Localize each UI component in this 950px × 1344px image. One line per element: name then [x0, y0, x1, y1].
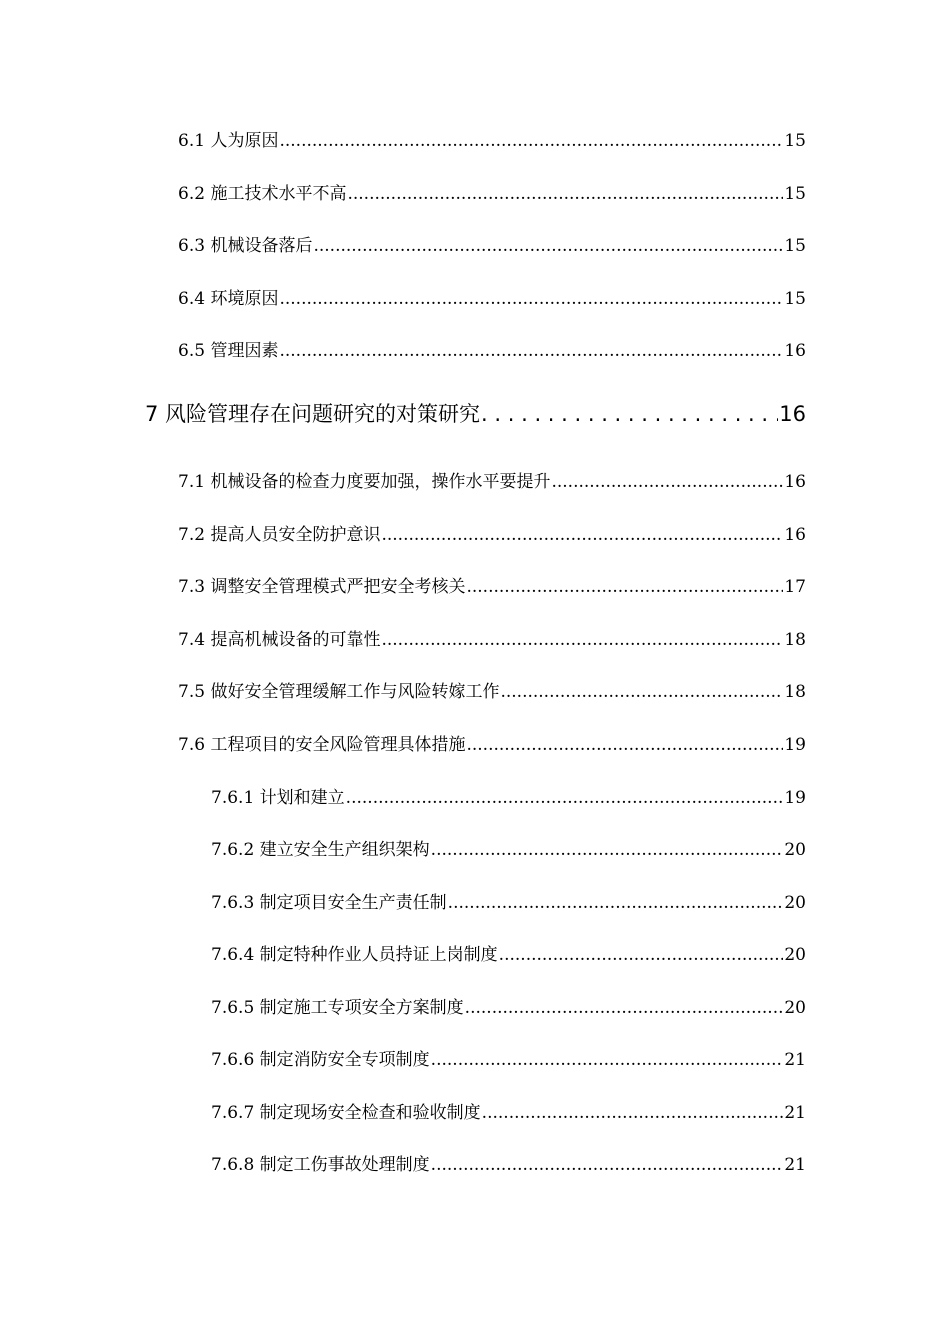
toc-entry-title: 7.3 调整安全管理模式严把安全考核关	[178, 577, 466, 597]
dot-leader	[381, 630, 783, 650]
toc-entry-title: 6.4 环境原因	[178, 289, 279, 309]
toc-entry[interactable]	[178, 126, 806, 151]
dot-leader	[499, 945, 784, 965]
dot-leader	[448, 893, 784, 913]
toc-subentry[interactable]	[211, 835, 806, 860]
toc-entry-page: 16	[779, 402, 806, 426]
toc-entry-page: 20	[784, 893, 806, 913]
toc-entry-title: 7.1 机械设备的检查力度要加强，操作水平要提升	[178, 472, 551, 492]
toc-entry-title: 6.1 人为原因	[178, 131, 279, 151]
toc-subentry[interactable]	[211, 888, 806, 913]
dot-leader	[381, 525, 783, 545]
toc-entry-title: 7 风险管理存在问题研究的对策研究	[145, 402, 481, 426]
toc-entry-page: 15	[784, 131, 806, 151]
toc-entry-title: 7.6.6 制定消防安全专项制度	[211, 1050, 430, 1070]
toc-entry[interactable]	[178, 677, 806, 702]
toc-entry-page: 20	[784, 998, 806, 1018]
toc-entry-page: 15	[784, 289, 806, 309]
toc-entry[interactable]	[178, 284, 806, 309]
toc-entry[interactable]	[178, 572, 806, 597]
toc-entry-page: 21	[784, 1103, 806, 1123]
toc-subentry[interactable]	[211, 783, 806, 808]
dot-leader	[313, 236, 783, 256]
toc-subentry[interactable]	[211, 993, 806, 1018]
toc-entry-page: 19	[784, 788, 806, 808]
toc-entry-page: 21	[784, 1050, 806, 1070]
toc-entry-page: 19	[784, 735, 806, 755]
toc-entry[interactable]	[178, 730, 806, 755]
toc-entry[interactable]	[178, 520, 806, 545]
toc-entry-title: 7.6.8 制定工伤事故处理制度	[211, 1155, 430, 1175]
toc-entry-page: 20	[784, 945, 806, 965]
toc-entry-title: 7.6.4 制定特种作业人员持证上岗制度	[211, 945, 498, 965]
toc-entry-page: 16	[784, 525, 806, 545]
toc-entry-title: 7.4 提高机械设备的可靠性	[178, 630, 381, 650]
toc-entry-title: 7.5 做好安全管理缓解工作与风险转嫁工作	[178, 682, 500, 702]
toc-entry-page: 16	[784, 472, 806, 492]
toc-entry[interactable]	[178, 179, 806, 204]
toc-entry-page: 18	[784, 630, 806, 650]
toc-entry-title: 7.6.7 制定现场安全检查和验收制度	[211, 1103, 481, 1123]
toc-entry-page: 17	[784, 577, 806, 597]
toc-entry[interactable]	[178, 336, 806, 361]
toc-entry-title: 7.2 提高人员安全防护意识	[178, 525, 381, 545]
dot-leader	[279, 341, 783, 361]
dot-leader	[431, 1155, 784, 1175]
dot-leader	[500, 682, 783, 702]
toc-subentry[interactable]	[211, 940, 806, 965]
toc-entry-title: 6.5 管理因素	[178, 341, 279, 361]
toc-entry-page: 15	[784, 236, 806, 256]
dot-leader	[482, 1103, 784, 1123]
toc-entry-title: 7.6.2 建立安全生产组织架构	[211, 840, 430, 860]
toc-entry-page: 18	[784, 682, 806, 702]
toc-entry-page: 20	[784, 840, 806, 860]
dot-leader	[346, 788, 784, 808]
toc-entry-title: 7.6.5 制定施工专项安全方案制度	[211, 998, 464, 1018]
dot-leader	[466, 735, 783, 755]
toc-entry[interactable]	[178, 625, 806, 650]
dot-leader	[347, 184, 783, 204]
dot-leader	[465, 998, 784, 1018]
toc-subentry[interactable]	[211, 1098, 806, 1123]
toc-entry-title: 6.2 施工技术水平不高	[178, 184, 347, 204]
toc-subentry[interactable]	[211, 1045, 806, 1070]
toc-entry-title: 6.3 机械设备落后	[178, 236, 313, 256]
toc-entry[interactable]	[178, 467, 806, 492]
dot-leader	[279, 131, 783, 151]
toc-entry-title: 7.6.1 计划和建立	[211, 788, 345, 808]
dot-leader	[431, 840, 784, 860]
dot-leader	[481, 402, 778, 426]
toc-entry-page: 21	[784, 1155, 806, 1175]
dot-leader	[551, 472, 783, 492]
toc-entry-page: 15	[784, 184, 806, 204]
toc-entry-title: 7.6 工程项目的安全风险管理具体措施	[178, 735, 466, 755]
dot-leader	[466, 577, 783, 597]
dot-leader	[431, 1050, 784, 1070]
toc-chapter-entry[interactable]	[145, 398, 806, 428]
toc-entry[interactable]	[178, 231, 806, 256]
toc-subentry[interactable]	[211, 1150, 806, 1175]
dot-leader	[279, 289, 783, 309]
toc-entry-page: 16	[784, 341, 806, 361]
toc-entry-title: 7.6.3 制定项目安全生产责任制	[211, 893, 447, 913]
